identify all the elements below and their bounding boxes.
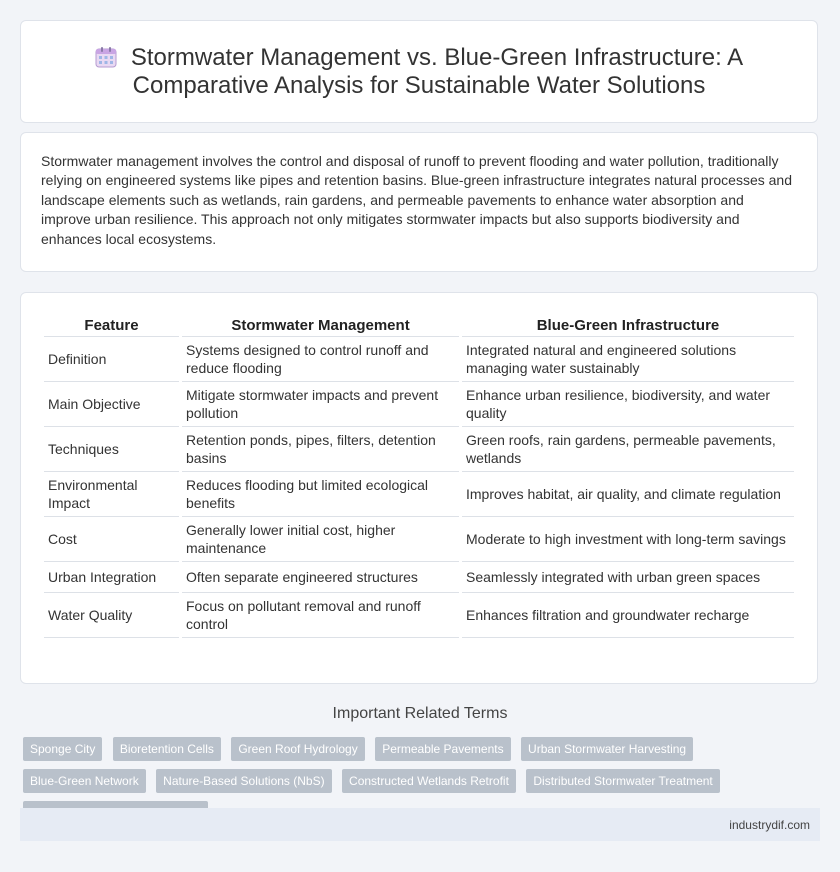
page-title bbox=[21, 44, 817, 100]
row-feature: Water Quality bbox=[44, 593, 179, 638]
row-stormwater: Often separate engineered structures bbox=[182, 562, 459, 593]
row-feature: Main Objective bbox=[44, 382, 179, 427]
comparison-card bbox=[20, 292, 818, 684]
row-feature: Techniques bbox=[44, 427, 179, 472]
footer-site-link[interactable]: industrydif.com bbox=[729, 817, 810, 832]
row-feature: Urban Integration bbox=[44, 562, 179, 593]
table-row bbox=[44, 562, 794, 593]
row-stormwater: Retention ponds, pipes, filters, detention basins bbox=[182, 427, 459, 472]
row-blue-green: Integrated natural and engineered solutions managing water sustainably bbox=[462, 337, 794, 382]
comparison-table bbox=[41, 313, 797, 638]
table-row bbox=[44, 427, 794, 472]
related-term-tag[interactable]: Constructed Wetlands Retrofit bbox=[342, 769, 516, 793]
header-card bbox=[20, 20, 818, 123]
intro-card bbox=[20, 132, 818, 272]
page-title-text: Stormwater Management vs. Blue-Green Infrastructure: A Comparative Analysis for Sustainable Water Solutions bbox=[130, 43, 744, 99]
related-term-tag[interactable]: Sponge City bbox=[23, 737, 102, 761]
related-term-tag[interactable]: Green Roof Hydrology bbox=[231, 737, 364, 761]
table-row bbox=[44, 593, 794, 638]
header-stormwater: Stormwater Management bbox=[182, 313, 459, 337]
calendar-icon bbox=[95, 46, 117, 68]
related-term-tag[interactable]: Urban Stormwater Harvesting bbox=[521, 737, 693, 761]
related-term-tag[interactable]: Bioretention Cells bbox=[113, 737, 221, 761]
table-row bbox=[44, 337, 794, 382]
row-blue-green: Improves habitat, air quality, and climate regulation bbox=[462, 472, 794, 517]
row-blue-green: Enhances filtration and groundwater recharge bbox=[462, 593, 794, 638]
table-header-row bbox=[44, 313, 794, 337]
related-term-tag[interactable]: Permeable Pavements bbox=[375, 737, 510, 761]
related-term-tag[interactable]: Blue-Green Network bbox=[23, 769, 146, 793]
table-row bbox=[44, 472, 794, 517]
row-feature: Definition bbox=[44, 337, 179, 382]
footer bbox=[20, 808, 820, 841]
header-feature: Feature bbox=[44, 313, 179, 337]
row-blue-green: Moderate to high investment with long-term savings bbox=[462, 517, 794, 562]
row-blue-green: Green roofs, rain gardens, permeable pavements, wetlands bbox=[462, 427, 794, 472]
row-stormwater: Generally lower initial cost, higher maintenance bbox=[182, 517, 459, 562]
header-blue-green: Blue-Green Infrastructure bbox=[462, 313, 794, 337]
row-feature: Environmental Impact bbox=[44, 472, 179, 517]
row-stormwater: Reduces flooding but limited ecological benefits bbox=[182, 472, 459, 517]
row-stormwater: Focus on pollutant removal and runoff control bbox=[182, 593, 459, 638]
row-stormwater: Systems designed to control runoff and reduce flooding bbox=[182, 337, 459, 382]
table-row bbox=[44, 382, 794, 427]
table-row bbox=[44, 517, 794, 562]
related-terms-title: Important Related Terms bbox=[332, 705, 508, 722]
row-blue-green: Seamlessly integrated with urban green spaces bbox=[462, 562, 794, 593]
related-term-tag[interactable]: Distributed Stormwater Treatment bbox=[526, 769, 719, 793]
intro-paragraph: Stormwater management involves the control and disposal of runoff to prevent flooding and water pollution, traditionally relying on engineered systems like pipes and retention basins. Blue-green infrastructure integrates natural processes and landscape elements such as wetlands, rain gardens, and permeable pavements to enhance water absorption and improve urban resilience. This approach not only mitigates stormwater impacts but also supports biodiversity and enhances local ecosystems. bbox=[41, 153, 792, 247]
related-term-tag[interactable]: Nature-Based Solutions (NbS) bbox=[156, 769, 331, 793]
row-feature: Cost bbox=[44, 517, 179, 562]
row-stormwater: Mitigate stormwater impacts and prevent pollution bbox=[182, 382, 459, 427]
row-blue-green: Enhance urban resilience, biodiversity, and water quality bbox=[462, 382, 794, 427]
